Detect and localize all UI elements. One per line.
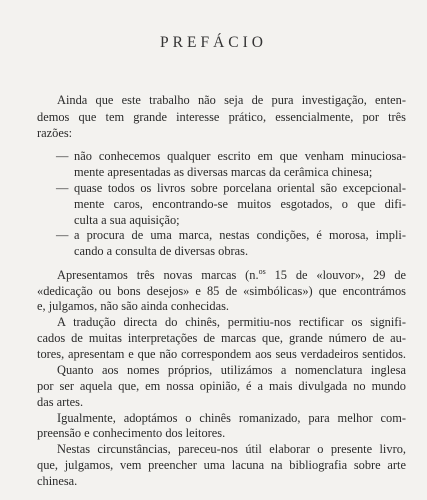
body-line: preensão e conhecimento dos leitores. bbox=[37, 426, 226, 441]
page-title: PREFÁCIO bbox=[160, 34, 267, 51]
body-line: das artes. bbox=[37, 394, 84, 409]
dash-bullet: — bbox=[56, 149, 69, 163]
reason-line: mente apresentadas as diversas marcas da cerâmica chinesa; bbox=[74, 164, 373, 179]
body-line: «dedicação ou bons desejos» e 85 de «simbólicas») que encontrámos bbox=[37, 283, 406, 298]
body-line bbox=[57, 268, 406, 282]
body-line: tores, apresentam e que não correspondem aos seus verdadeiros sentidos. bbox=[37, 347, 406, 361]
body-line: cados de muitas interpretações de marcas que, grande número de au- bbox=[37, 331, 406, 346]
body-line: Igualmente, adoptámos o chinês romanizado, para melhor com- bbox=[57, 410, 406, 425]
reason-line: não conhecemos qualquer escrito em que venham minuciosa- bbox=[74, 149, 406, 163]
reason-line: mente caros, encontrando-se muitos esgotados, o que difi- bbox=[74, 196, 406, 211]
intro-line: demos que tem grande interesse prático, essencialmente, por três bbox=[37, 109, 406, 124]
reason-line: culta a sua aquisição; bbox=[74, 212, 180, 227]
body-text: Apresentamos três novas marcas (n. bbox=[57, 267, 259, 282]
body-line: chinesa. bbox=[37, 474, 78, 488]
body-line: por ser aquela que, em nossa opinião, é a mais divulgada no mundo bbox=[37, 378, 406, 393]
dash-bullet: — bbox=[56, 180, 69, 195]
reason-line: cando a consulta de diversas obras. bbox=[74, 244, 249, 259]
body-line: que, julgamos, vem preencher uma lacuna na bibliografia sobre arte bbox=[37, 458, 406, 473]
body-line: Quanto aos nomes próprios, utilizámos a nomenclatura inglesa bbox=[57, 362, 406, 377]
body-line: Nestas circunstâncias, pareceu-nos útil elaborar o presente livro, bbox=[57, 442, 406, 457]
body-line: A tradução directa do chinês, permitiu-nos rectificar os signifi- bbox=[57, 315, 406, 330]
reason-line: a procura de uma marca, nestas condições, é morosa, impli- bbox=[74, 228, 406, 243]
superscript: os bbox=[258, 266, 266, 276]
dash-bullet: — bbox=[56, 228, 69, 243]
intro-line: razões: bbox=[37, 125, 73, 140]
reason-line: quase todos os livros sobre porcelana oriental são excepcional- bbox=[74, 180, 406, 195]
body-line: e, julgamos, não são ainda conhecidas. bbox=[37, 299, 229, 314]
intro-line: Ainda que este trabalho não seja de pura investigação, enten- bbox=[57, 93, 406, 107]
body-text: 15 de «louvor», 29 de bbox=[265, 267, 407, 282]
